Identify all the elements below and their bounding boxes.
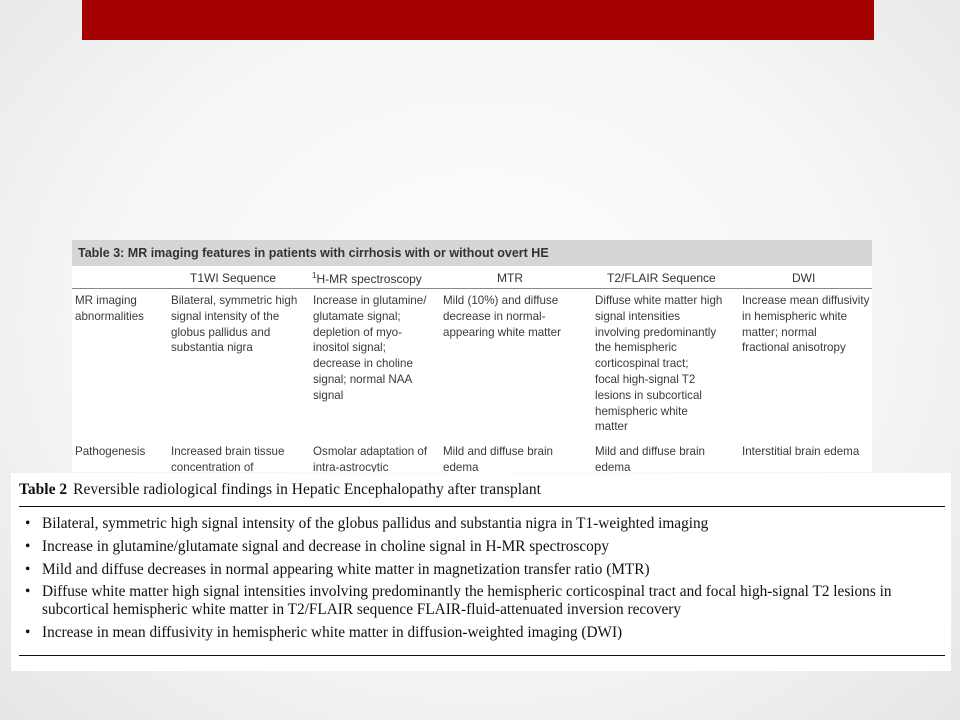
table3-title: Table 3: MR imaging features in patients with cirrhosis with or without overt HE: [72, 240, 872, 266]
bullet-icon: •: [25, 537, 31, 555]
cell-mtr: Mild and diffuse brain edema: [443, 445, 553, 472]
table3-row-abnormalities: [72, 293, 872, 441]
cell-dwi: Interstitial brain edema: [742, 445, 860, 458]
list-item-text: Increase in glutamine/glutamate signal and decrease in choline signal in H-MR spectroscopy: [42, 537, 610, 555]
list-item: [19, 583, 945, 618]
bullet-icon: •: [25, 515, 31, 532]
cell-t1wi: Increased brain tissue concentration of: [171, 445, 285, 472]
cell-t2flair: Diffuse white matter high signal intensities involving predominantly the hemispheric corticospinal tract; focal high-signal T2 lesions in subcortical hemispheric white matter: [595, 294, 723, 434]
bullet-icon: •: [25, 583, 31, 601]
bullet-icon: •: [25, 623, 31, 641]
header-spectroscopy: [312, 271, 422, 286]
row-label: MR imaging abnormalities: [75, 294, 144, 323]
superscript-1: 1: [312, 271, 317, 280]
header-t2flair: T2/FLAIR Sequence: [607, 271, 716, 285]
list-item: [19, 624, 945, 642]
bullet-icon: •: [25, 560, 31, 578]
table3-row-pathogenesis: [72, 444, 872, 472]
table3-header-row: [72, 266, 872, 289]
table2-top-rule: [19, 506, 945, 507]
list-item: [19, 561, 945, 579]
row-label: Pathogenesis: [75, 445, 146, 458]
header-accent-bar: [82, 0, 874, 40]
list-item-text: Increase in mean diffusivity in hemispheric white matter in diffusion-weighted imaging (DWI): [42, 623, 623, 641]
table3-image: [72, 240, 872, 472]
header-t1wi: T1WI Sequence: [190, 271, 277, 285]
list-item-text: Bilateral, symmetric high signal intensity of the globus pallidus and substantia nigra in T1-weighted imaging: [42, 515, 709, 532]
cell-spectroscopy: Increase in glutamine/ glutamate signal; depletion of myo- inositol signal; decrease in choline signal; normal NAA signal: [313, 294, 427, 402]
list-item-text: Diffuse white matter high signal intensities involving predominantly the hemispheric corticospinal tract and focal high-signal T2 lesions in subcortical hemispheric white matter in T2/FLAIR sequence FLAIR-fluid-attenuated inversion recovery: [42, 583, 892, 618]
header-spectroscopy-label: H-MR spectroscopy: [316, 272, 422, 286]
cell-mtr: Mild (10%) and diffuse decrease in normal- appearing white matter: [443, 294, 561, 339]
table2-title: [19, 481, 541, 499]
list-item: [19, 515, 945, 533]
table2-image: [11, 473, 951, 671]
table2-label: Table 2: [19, 481, 68, 498]
table2-list: [19, 515, 945, 646]
cell-dwi: Increase mean diffusivity in hemispheric white matter; normal fractional anisotropy: [742, 294, 870, 355]
list-item: [19, 538, 945, 556]
header-dwi: DWI: [792, 271, 816, 285]
header-mtr: MTR: [497, 271, 523, 285]
cell-t2flair: Mild and diffuse brain edema: [595, 445, 705, 472]
table2-bottom-rule: [19, 655, 945, 656]
table2-caption: Reversible radiological findings in Hepatic Encephalopathy after transplant: [73, 481, 541, 498]
cell-spectroscopy: Osmolar adaptation of intra-astrocytic: [313, 445, 428, 472]
list-item-text: Mild and diffuse decreases in normal appearing white matter in magnetization transfer ratio (MTR): [42, 560, 650, 578]
cell-t1wi: Bilateral, symmetric high signal intensity of the globus pallidus and substantia nigra: [171, 294, 298, 355]
